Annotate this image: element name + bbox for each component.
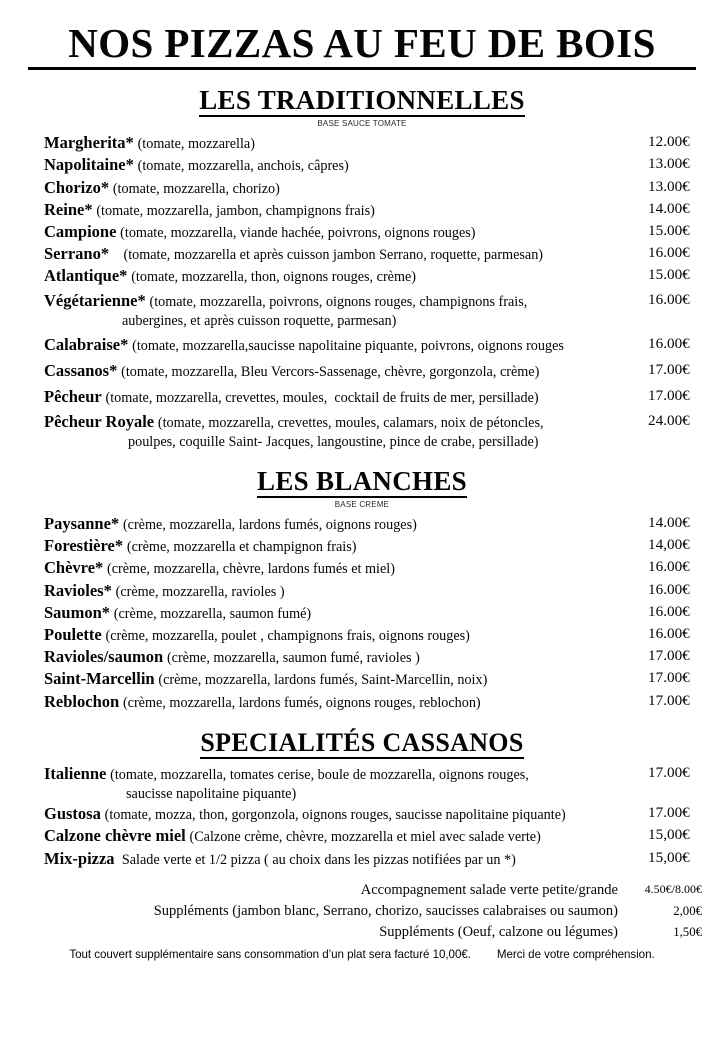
menu-row[interactable] <box>14 334 710 356</box>
menu-item-desc: (crème, mozzarella, chèvre, lardons fumés et miel) <box>107 561 395 578</box>
menu-item-desc: (tomate, mozzarella, anchois, câpres) <box>137 158 349 175</box>
menu-item-price: 16.00€ <box>648 602 690 620</box>
menu-item-price: 15.00€ <box>648 222 690 240</box>
menu-row[interactable] <box>14 177 710 199</box>
menu-item-name: Saumon* <box>44 602 111 622</box>
menu-item-desc: (tomate, mozzarella, Bleu Vercors-Sassenage, chèvre, gorgonzola, crème) <box>121 364 540 381</box>
menu-item-price: 14,00€ <box>648 536 690 554</box>
menu-row[interactable] <box>14 646 710 668</box>
menu-item-text <box>14 580 642 602</box>
extras-row <box>14 922 710 943</box>
menu-item-text <box>14 848 642 870</box>
menu-item-text <box>14 221 642 243</box>
menu-row[interactable] <box>14 360 710 382</box>
menu-item-desc: (tomate, mozzarella, poivrons, oignons rouges, champignons frais, <box>149 293 528 310</box>
menu-item-text <box>14 825 642 847</box>
menu-item-desc-line2: saucisse napolitaine piquante) <box>126 786 297 803</box>
menu-item-price: 16.00€ <box>648 580 690 598</box>
menu-item-text <box>14 132 642 154</box>
menu-row[interactable] <box>14 763 710 803</box>
menu-item-name: Pêcheur Royale <box>44 411 155 431</box>
menu-item-text <box>14 691 642 713</box>
menu-item-price: 13.00€ <box>648 155 690 173</box>
menu-item-price: 14.00€ <box>648 514 690 532</box>
menu-item-desc: (crème, mozzarella et champignon frais) <box>126 539 357 556</box>
menu-item-desc: (crème, mozzarella, saumon fumé, ravioles ) <box>166 650 420 667</box>
menu-item-name: Saint-Marcellin <box>44 669 155 689</box>
menu-item-price: 24.00€ <box>648 411 690 429</box>
menu-item-desc: (tomate, mozzarella et après cuisson jambon Serrano, roquette, parmesan) <box>112 247 544 264</box>
menu-item-name: Campione <box>44 222 117 242</box>
menu-row[interactable] <box>14 243 710 265</box>
menu-item-text <box>14 763 642 803</box>
menu-item-name: Atlantique* <box>44 266 128 286</box>
menu-item-text <box>14 199 642 221</box>
menu-item-text <box>14 803 642 825</box>
extras-row <box>14 880 710 901</box>
extras-price: 1,50€ <box>673 924 702 939</box>
menu-item-text <box>14 154 642 176</box>
menu-item-price: 15,00€ <box>648 826 690 844</box>
menu-row[interactable] <box>14 848 710 870</box>
menu-item-name: Napolitaine* <box>44 155 134 175</box>
menu-item-price: 16.00€ <box>648 244 690 262</box>
menu-item-name: Margherita* <box>44 133 134 153</box>
menu-item-text <box>14 624 642 646</box>
menu-item-desc: (tomate, mozzarella,saucisse napolitaine piquante, poivrons, oignons rouges <box>132 337 564 354</box>
menu-item-text <box>14 513 642 535</box>
menu-item-name: Calabraise* <box>44 334 129 354</box>
menu-item-desc: (tomate, mozza, thon, gorgonzola, oignons rouges, saucisse napolitaine piquante) <box>104 807 566 824</box>
extras-price: 2,00€ <box>673 903 702 918</box>
menu-item-price: 15.00€ <box>648 266 690 284</box>
menu-item-desc: (tomate, mozzarella, thon, oignons rouges, crème) <box>131 269 417 286</box>
menu-item-text <box>14 535 642 557</box>
menu-item-desc: (tomate, mozzarella, crevettes, moules, calamars, noix de pétoncles, <box>157 414 544 431</box>
menu-item-desc: (Calzone crème, chèvre, mozzarella et miel avec salade verte) <box>189 829 541 846</box>
menu-row[interactable] <box>14 803 710 825</box>
menu-row[interactable] <box>14 602 710 624</box>
menu-item-name: Serrano* <box>44 244 110 264</box>
menu-row[interactable] <box>14 386 710 408</box>
menu-item-price: 17.00€ <box>648 804 690 822</box>
menu-item-price: 13.00€ <box>648 177 690 195</box>
extras-price: 4.50€/8.00€ <box>644 881 702 896</box>
menu-item-desc: (crème, mozzarella, poulet , champignons frais, oignons rouges) <box>105 628 470 645</box>
menu-item-text <box>14 668 642 690</box>
section-header-traditionnelles <box>14 85 710 128</box>
menu-row[interactable] <box>14 580 710 602</box>
menu-row[interactable] <box>14 535 710 557</box>
section-subtitle-blanches: BASE CREME <box>334 500 390 510</box>
menu-item-desc: (tomate, mozzarella, chorizo) <box>112 180 280 197</box>
menu-item-name: Chèvre* <box>44 558 104 578</box>
extras-label: Suppléments (Oeuf, calzone ou légumes) <box>379 923 618 940</box>
menu-row[interactable] <box>14 199 710 221</box>
menu-item-text <box>14 177 642 199</box>
menu-item-desc-line2: aubergines, et après cuisson roquette, parmesan) <box>122 312 397 329</box>
menu-item-name: Gustosa <box>44 804 101 824</box>
menu-item-text <box>14 557 642 579</box>
menu-item-desc: (crème, mozzarella, lardons fumés, Saint-Marcellin, noix) <box>158 672 488 689</box>
menu-list-traditionnelles <box>14 132 710 451</box>
menu-item-name: Pêcheur <box>44 387 102 407</box>
menu-item-desc: (crème, mozzarella, lardons fumés, oignons rouges, reblochon) <box>122 694 481 711</box>
menu-row[interactable] <box>14 825 710 847</box>
menu-item-text <box>14 290 642 330</box>
menu-list-blanches <box>14 513 710 713</box>
menu-item-name: Forestière* <box>44 536 124 556</box>
menu-row[interactable] <box>14 265 710 287</box>
menu-row[interactable] <box>14 691 710 713</box>
menu-item-desc: (tomate, mozzarella, jambon, champignons frais) <box>96 202 375 219</box>
menu-row[interactable] <box>14 624 710 646</box>
menu-item-name: Reblochon <box>44 691 120 711</box>
menu-page <box>0 22 724 1046</box>
menu-item-text <box>14 646 642 668</box>
menu-item-text <box>14 386 642 408</box>
menu-list-specialites <box>14 763 710 870</box>
page-title: NOS PIZZAS AU FEU DE BOIS <box>28 22 696 70</box>
menu-item-name: Italienne <box>44 763 107 783</box>
extras-row <box>14 901 710 922</box>
menu-item-price: 14.00€ <box>648 199 690 217</box>
menu-item-price: 12.00€ <box>648 133 690 151</box>
menu-item-name: Poulette <box>44 625 102 645</box>
menu-item-desc: (tomate, mozzarella, tomates cerise, boule de mozzarella, oignons rouges, <box>110 766 529 783</box>
menu-item-desc: (crème, mozzarella, lardons fumés, oignons rouges) <box>122 517 417 534</box>
section-header-specialites <box>14 728 710 759</box>
menu-item-text <box>14 602 642 624</box>
menu-item-name: Végétarienne* <box>44 290 146 310</box>
section-title-specialites: SPECIALITÉS CASSANOS <box>200 728 523 759</box>
menu-item-desc: (tomate, mozzarella, viande hachée, poivrons, oignons rouges) <box>120 225 476 242</box>
menu-item-text <box>14 265 642 287</box>
menu-item-name: Cassanos* <box>44 361 118 381</box>
menu-item-price: 17.00€ <box>648 387 690 405</box>
menu-item-text <box>14 334 642 356</box>
menu-row[interactable] <box>14 513 710 535</box>
menu-item-price: 17.00€ <box>648 691 690 709</box>
menu-item-name: Paysanne* <box>44 514 120 534</box>
menu-item-desc: Salade verte et 1/2 pizza ( au choix dans les pizzas notifiées par un *) <box>118 851 516 868</box>
menu-item-text <box>14 360 642 382</box>
menu-item-name: Reine* <box>44 199 93 219</box>
menu-item-price: 17.00€ <box>648 763 690 781</box>
footer-extras <box>14 880 710 961</box>
menu-item-price: 15,00€ <box>648 848 690 866</box>
menu-row[interactable] <box>14 154 710 176</box>
menu-row[interactable] <box>14 557 710 579</box>
menu-item-text <box>14 243 642 265</box>
menu-item-desc: (tomate, mozzarella, crevettes, moules, cocktail de fruits de mer, persillade) <box>105 390 539 407</box>
menu-item-desc: (crème, mozzarella, saumon fumé) <box>113 605 312 622</box>
menu-item-name: Ravioles/saumon <box>44 647 164 667</box>
menu-item-price: 16.00€ <box>648 558 690 576</box>
menu-row[interactable] <box>14 668 710 690</box>
menu-item-price: 17.00€ <box>648 647 690 665</box>
section-subtitle-traditionnelles: BASE SAUCE TOMATE <box>317 119 407 129</box>
menu-item-price: 17.00€ <box>648 669 690 687</box>
menu-item-desc: (tomate, mozzarella) <box>137 136 255 153</box>
menu-item-desc: (crème, mozzarella, ravioles ) <box>115 583 285 600</box>
menu-row[interactable] <box>14 132 710 154</box>
menu-row[interactable] <box>14 411 710 451</box>
menu-item-price: 16.00€ <box>648 290 690 308</box>
extras-label: Suppléments (jambon blanc, Serrano, chorizo, saucisses calabraises ou saumon) <box>153 902 618 919</box>
footer-note-left: Tout couvert supplémentaire sans consommation d’un plat sera facturé 10,00€. <box>69 947 471 961</box>
menu-item-price: 16.00€ <box>648 625 690 643</box>
menu-row[interactable] <box>14 221 710 243</box>
menu-item-name: Mix-pizza <box>44 848 115 868</box>
section-title-traditionnelles: LES TRADITIONNELLES <box>199 85 525 117</box>
extras-label: Accompagnement salade verte petite/grande <box>360 881 618 898</box>
menu-row[interactable] <box>14 290 710 330</box>
menu-item-price: 16.00€ <box>648 334 690 352</box>
menu-item-name: Calzone chèvre miel <box>44 826 186 846</box>
menu-item-text <box>14 411 642 451</box>
section-header-blanches <box>14 466 710 509</box>
footer-note <box>14 948 710 961</box>
menu-item-desc-line2: poulpes, coquille Saint- Jacques, langoustine, pince de crabe, persillade) <box>128 433 539 450</box>
footer-note-right: Merci de votre compréhension. <box>496 947 655 961</box>
menu-item-name: Ravioles* <box>44 580 112 600</box>
menu-item-price: 17.00€ <box>648 361 690 379</box>
menu-item-name: Chorizo* <box>44 177 110 197</box>
section-title-blanches: LES BLANCHES <box>257 466 467 498</box>
